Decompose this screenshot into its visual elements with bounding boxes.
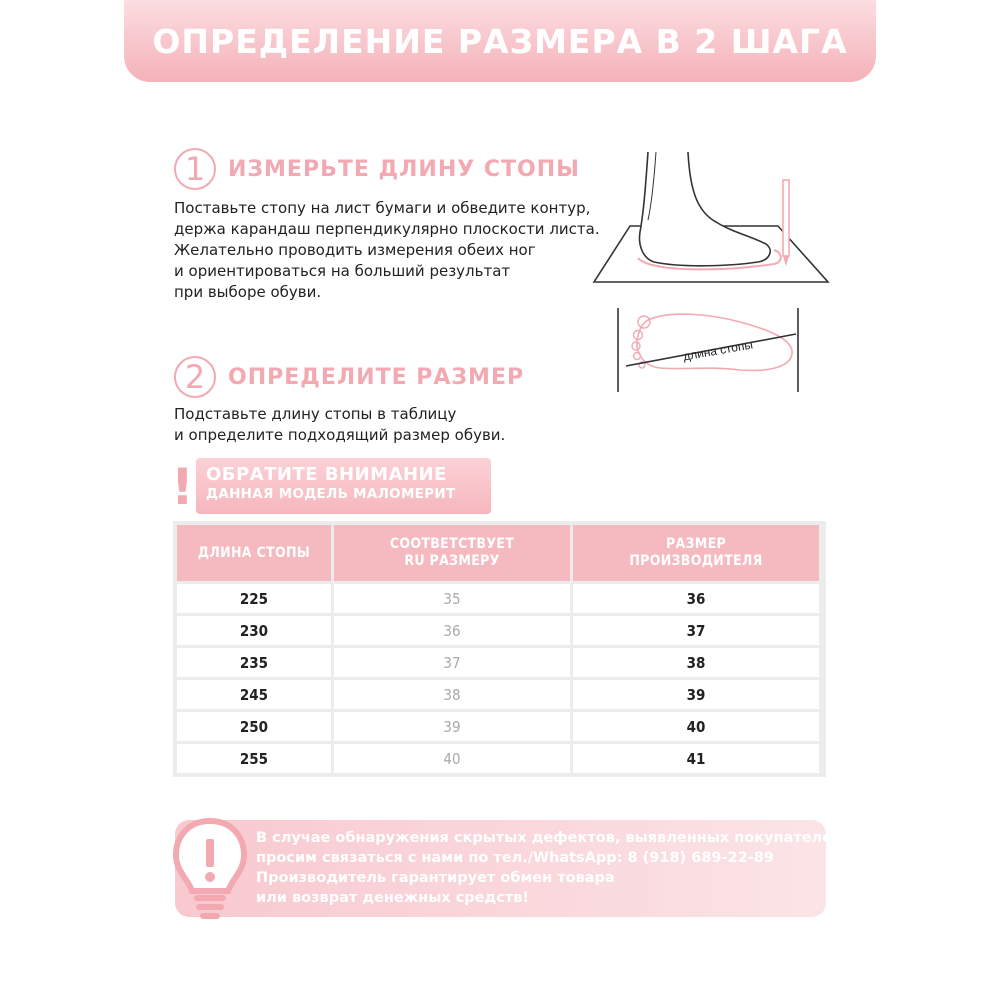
foot-length-cell: 255 xyxy=(177,744,331,773)
manufacturer-size-cell: 39 xyxy=(573,680,819,709)
ru-size-cell: 38 xyxy=(334,680,570,709)
step-2-text xyxy=(174,404,505,446)
bulb-exclamation xyxy=(206,839,214,867)
page-title: ОПРЕДЕЛЕНИЕ РАЗМЕРА В 2 ШАГА xyxy=(152,21,848,61)
manufacturer-size-cell: 38 xyxy=(573,648,819,677)
info-line: или возврат денежных средств! xyxy=(256,890,530,906)
bulb-base xyxy=(194,895,226,901)
step-1-number: 1 xyxy=(174,148,216,190)
step-1-heading xyxy=(174,148,580,190)
foot-length-cell: 245 xyxy=(177,680,331,709)
manufacturer-size-cell: 41 xyxy=(573,744,819,773)
pencil-tip xyxy=(783,256,789,266)
header-ru-size xyxy=(334,525,570,581)
table-header-row xyxy=(177,525,822,581)
step-1-line: при выборе обуви. xyxy=(174,283,322,301)
exclamation-mark: ! xyxy=(171,458,194,516)
step-2-line: Подставьте длину стопы в таблицу xyxy=(174,405,457,423)
table-row xyxy=(177,648,822,677)
header-banner xyxy=(124,0,876,82)
table-row xyxy=(177,680,822,709)
table-row xyxy=(177,744,822,773)
size-table xyxy=(173,521,826,777)
foot-length-cell: 235 xyxy=(177,648,331,677)
header-text: ПРОИЗВОДИТЕЛЯ xyxy=(629,553,763,569)
ru-size-cell: 37 xyxy=(334,648,570,677)
header-text: СООТВЕТСТВУЕТ xyxy=(389,536,515,552)
manufacturer-size-cell: 36 xyxy=(573,584,819,613)
lightbulb-icon xyxy=(170,815,250,925)
manufacturer-size-cell: 37 xyxy=(573,616,819,645)
ru-size-cell: 36 xyxy=(334,616,570,645)
toe-print xyxy=(634,353,641,360)
step-2-number: 2 xyxy=(174,356,216,398)
ru-size-cell: 35 xyxy=(334,584,570,613)
ru-size-cell: 39 xyxy=(334,712,570,741)
foot-length-cell: 225 xyxy=(177,584,331,613)
info-line: просим связаться с нами по тел./WhatsApp: 8 (918) 689-22-89 xyxy=(256,850,774,866)
step-1-line: и ориентироваться на больший результат xyxy=(174,262,511,280)
step-1-line: держа карандаш перпендикулярно плоскости листа. xyxy=(174,220,600,238)
pencil-icon xyxy=(783,180,789,256)
foot-length-cell: 230 xyxy=(177,616,331,645)
step-2-heading xyxy=(174,356,524,398)
foot-side-view xyxy=(640,152,771,266)
notice-subtitle: ДАННАЯ МОДЕЛЬ МАЛОМЕРИТ xyxy=(206,486,456,502)
table-body xyxy=(177,584,822,773)
footprint-outline xyxy=(637,314,792,370)
notice-title: ОБРАТИТЕ ВНИМАНИЕ xyxy=(206,464,447,485)
header-text: РАЗМЕР xyxy=(665,536,727,552)
manufacturer-size-cell: 40 xyxy=(573,712,819,741)
exclamation-icon xyxy=(171,458,194,516)
info-text xyxy=(256,828,849,908)
step-1-line: Поставьте стопу на лист бумаги и обведите контур, xyxy=(174,199,591,217)
table-row xyxy=(177,616,822,645)
foot-measurement-illustration xyxy=(590,140,840,400)
header-text: ДЛИНА СТОПЫ xyxy=(197,544,311,561)
header-manufacturer-size xyxy=(573,525,819,581)
info-line: В случае обнаружения скрытых дефектов, выявленных покупателем, xyxy=(256,830,850,846)
ru-size-cell: 40 xyxy=(334,744,570,773)
step-1-line: Желательно проводить измерения обеих ног xyxy=(174,241,536,259)
notice-box xyxy=(196,458,491,514)
foot-length-cell: 250 xyxy=(177,712,331,741)
toe-print xyxy=(632,342,640,350)
header-text: RU РАЗМЕРУ xyxy=(404,553,500,569)
toe-print xyxy=(638,316,650,328)
step-1-title: ИЗМЕРЬТЕ ДЛИНУ СТОПЫ xyxy=(228,156,580,182)
table-row xyxy=(177,584,822,613)
table-row xyxy=(177,712,822,741)
step-2-line: и определите подходящий размер обуви. xyxy=(174,426,506,444)
header-foot-length xyxy=(177,525,331,581)
bulb-exclamation-dot xyxy=(205,872,215,882)
step-1-text xyxy=(174,198,600,303)
info-line: Производитель гарантирует обмен товара xyxy=(256,870,615,886)
bulb-base xyxy=(196,904,224,910)
foot-length-label: длина стопы xyxy=(682,337,754,364)
bulb-base xyxy=(200,913,220,919)
step-2-title: ОПРЕДЕЛИТЕ РАЗМЕР xyxy=(228,364,525,390)
